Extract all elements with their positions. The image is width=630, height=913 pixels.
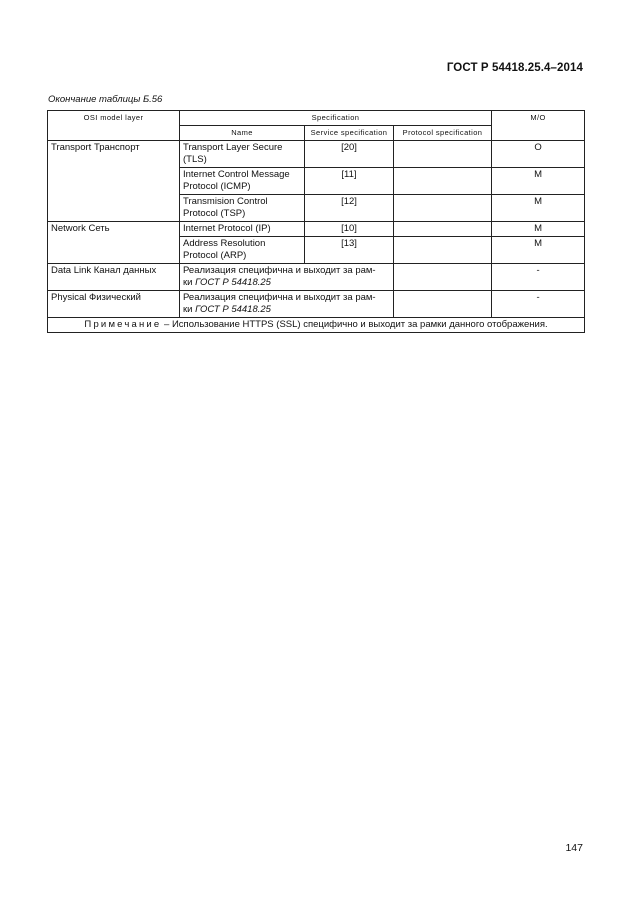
cell-mo: M — [492, 195, 585, 222]
header-specification: Specification — [180, 111, 492, 126]
table-row — [48, 141, 585, 168]
cell-service-spec: [12] — [305, 195, 394, 222]
note-text: – Использование HTTPS (SSL) специфично и выходит за рамки данного отображения. — [161, 319, 548, 330]
cell-service-spec: [13] — [305, 237, 394, 264]
cell-implementation-note — [180, 264, 394, 291]
cell-service-spec: [10] — [305, 222, 394, 237]
impl-text-cont: ки — [183, 304, 196, 315]
cell-protocol-spec — [394, 291, 492, 318]
cell-layer-physical: Physical Физический — [48, 291, 180, 318]
cell-layer-transport: Transport Транспорт — [48, 141, 180, 222]
header-protocol-spec: Protocol specification — [394, 126, 492, 141]
cell-protocol-spec — [394, 168, 492, 195]
header-name: Name — [180, 126, 305, 141]
impl-text: Реализация специфична и выходит за рам- — [183, 265, 376, 276]
cell-mo: O — [492, 141, 585, 168]
header-service-spec: Service specification — [305, 126, 394, 141]
cell-protocol-spec — [394, 264, 492, 291]
cell-name: Transmision Control Protocol (TSP) — [180, 195, 305, 222]
cell-mo: M — [492, 168, 585, 195]
document-standard-header: ГОСТ Р 54418.25.4–2014 — [446, 62, 583, 74]
cell-protocol-spec — [394, 195, 492, 222]
cell-mo: M — [492, 222, 585, 237]
cell-mo: M — [492, 237, 585, 264]
cell-protocol-spec — [394, 237, 492, 264]
table-caption: Окончание таблицы Б.56 — [48, 94, 163, 105]
impl-text: Реализация специфична и выходит за рам- — [183, 292, 376, 303]
cell-name: Internet Protocol (IP) — [180, 222, 305, 237]
cell-name: Address Resolution Protocol (ARP) — [180, 237, 305, 264]
cell-layer-network: Network Сеть — [48, 222, 180, 264]
impl-text-cont: ки — [183, 277, 196, 288]
impl-standard-ref: ГОСТ Р 54418.25 — [195, 304, 271, 315]
specification-table — [47, 110, 585, 333]
cell-protocol-spec — [394, 222, 492, 237]
note-label: Примечание — [84, 319, 162, 330]
header-osi-layer: OSI model layer — [48, 111, 180, 141]
cell-service-spec: [11] — [305, 168, 394, 195]
table-note-row — [48, 318, 585, 333]
impl-standard-ref: ГОСТ Р 54418.25 — [195, 277, 271, 288]
cell-layer-data-link: Data Link Канал данных — [48, 264, 180, 291]
cell-mo: - — [492, 264, 585, 291]
cell-name: Transport Layer Secure (TLS) — [180, 141, 305, 168]
cell-protocol-spec — [394, 141, 492, 168]
table-header-row — [48, 111, 585, 126]
cell-mo: - — [492, 291, 585, 318]
page-number: 147 — [565, 842, 583, 854]
cell-name: Internet Control Message Protocol (ICMP) — [180, 168, 305, 195]
table-row — [48, 291, 585, 318]
cell-service-spec: [20] — [305, 141, 394, 168]
table-row — [48, 222, 585, 237]
table-row — [48, 264, 585, 291]
table-note — [48, 318, 585, 333]
header-mo: M/O — [492, 111, 585, 141]
cell-implementation-note — [180, 291, 394, 318]
